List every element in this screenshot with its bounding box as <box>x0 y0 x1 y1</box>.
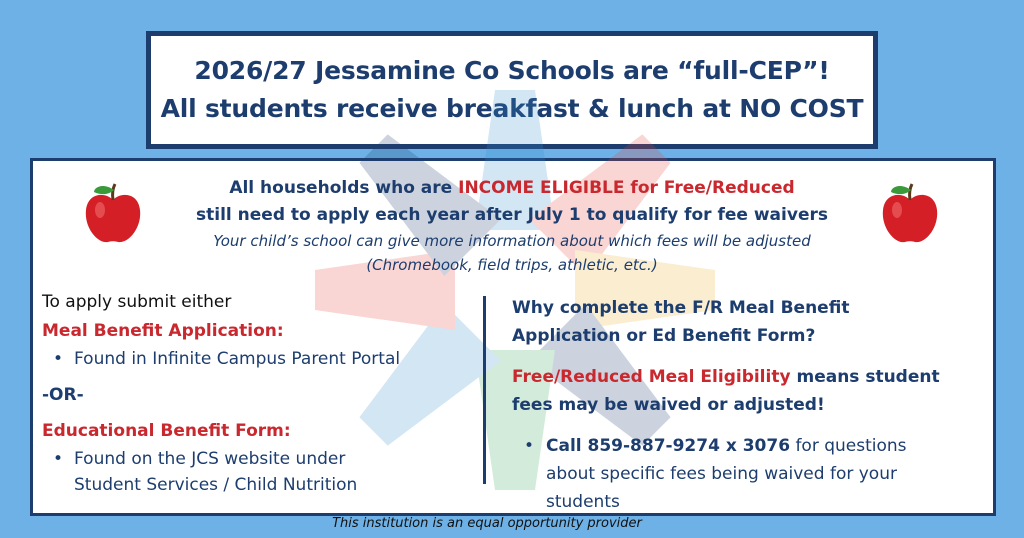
apply-section <box>42 290 472 498</box>
income-eligible-highlight: INCOME ELIGIBLE for Free/Reduced <box>458 178 795 198</box>
meal-benefit-application-title: Meal Benefit Application: <box>42 321 284 341</box>
eligibility-line-1 <box>140 175 884 202</box>
title-banner <box>146 31 878 149</box>
apply-heading: To apply submit either <box>42 292 232 312</box>
why-question-line-1: Why complete the F/R Meal Benefit <box>512 298 850 318</box>
apple-icon <box>80 180 146 246</box>
bullet-dot: • <box>52 349 64 369</box>
educational-benefit-location-line-1: Found on the JCS website under <box>74 449 346 469</box>
call-info <box>546 432 907 516</box>
title-line-2: All students receive breakfast & lunch at NO COST <box>160 94 864 123</box>
eligibility-section <box>140 175 884 277</box>
list-item <box>42 446 472 498</box>
why-section <box>512 294 982 516</box>
phone-number: Call 859-887-9274 x 3076 <box>546 436 791 456</box>
title-line-1: 2026/27 Jessamine Co Schools are “full-CEP”! <box>194 56 830 85</box>
fr-eligibility-statement <box>512 363 982 419</box>
meal-benefit-location: Found in Infinite Campus Parent Portal <box>74 349 401 369</box>
list-item <box>42 346 472 372</box>
bullet-dot: • <box>52 449 64 469</box>
fr-statement-line-2: fees may be waived or adjusted! <box>512 395 825 415</box>
fees-note-line-2: (Chromebook, field trips, athletic, etc.) <box>366 256 658 274</box>
fr-statement-line-1: means student <box>790 367 940 387</box>
column-divider <box>483 296 486 484</box>
or-separator: -OR- <box>42 385 84 405</box>
eligibility-line-2: still need to apply each year after July 1 to qualify for fee waivers <box>196 205 828 225</box>
why-question <box>512 294 982 350</box>
educational-benefit-form-title: Educational Benefit Form: <box>42 421 291 441</box>
educational-benefit-location-line-2: Student Services / Child Nutrition <box>74 475 358 495</box>
fees-note-line-1: Your child’s school can give more information about which fees will be adjusted <box>213 232 811 250</box>
fr-eligibility-highlight: Free/Reduced Meal Eligibility <box>512 367 791 387</box>
list-item <box>512 432 982 516</box>
eligibility-prefix: All households who are <box>229 178 459 198</box>
call-line-3: students <box>546 492 620 512</box>
bullet-dot: • <box>523 436 535 456</box>
call-line-1: for questions <box>790 436 907 456</box>
apple-icon <box>877 180 943 246</box>
why-question-line-2: Application or Ed Benefit Form? <box>512 326 816 346</box>
call-line-2: about specific fees being waived for your <box>546 464 897 484</box>
educational-benefit-location <box>74 446 357 498</box>
equal-opportunity-footer: This institution is an equal opportunity provider <box>332 516 642 531</box>
